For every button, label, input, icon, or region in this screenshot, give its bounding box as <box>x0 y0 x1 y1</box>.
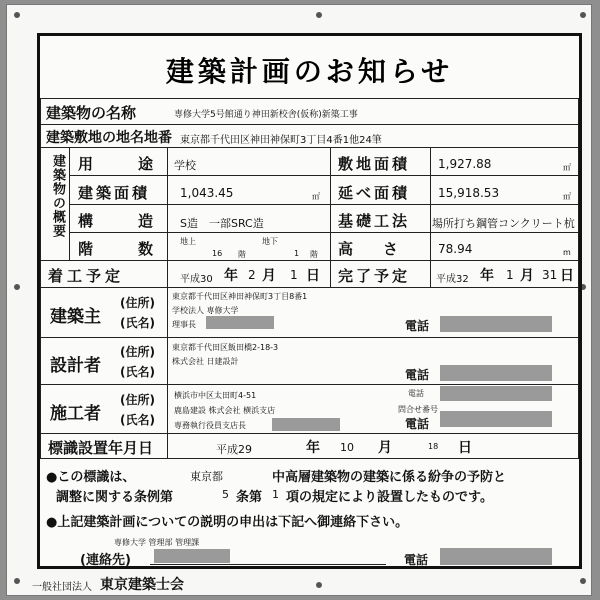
grid-line <box>167 287 168 338</box>
grid-line <box>330 147 331 261</box>
site-area-unit: ㎡ <box>563 163 571 172</box>
start-year-unit: 年 <box>224 268 238 284</box>
finish-day: 31 <box>542 268 558 282</box>
builder-label: 施工者 <box>50 404 101 424</box>
start-month: 2 <box>248 268 256 282</box>
screw-icon <box>316 12 322 18</box>
structure-label: 構 造 <box>78 212 154 230</box>
owner-phone-redaction <box>440 316 552 332</box>
finish-month-unit: 月 <box>520 268 534 284</box>
floors-above-unit: 階 <box>238 250 246 259</box>
contact-org: 専修大学 管理部 管理課 <box>114 538 200 547</box>
grid-line <box>167 337 168 385</box>
designer-phone-redaction <box>440 365 552 381</box>
foundation-label: 基礎工法 <box>338 212 411 230</box>
sign-date-era: 平成29 <box>216 443 252 456</box>
structure-value: S造 一部SRC造 <box>180 217 264 230</box>
finish-month: 1 <box>506 268 514 282</box>
owner-label: 建築主 <box>50 307 101 327</box>
owner-name-label: (氏名) <box>120 316 155 330</box>
floors-above-value: 16 <box>212 249 223 258</box>
sign-date-month: 10 <box>340 441 354 454</box>
owner-address: 東京都千代田区神田神保町3丁目8番1 <box>172 292 308 301</box>
site-area-value: 1,927.88 <box>438 157 492 171</box>
builder-phone-redaction <box>440 386 552 401</box>
floors-below-label: 地下 <box>262 237 278 246</box>
builder-phone2-redaction <box>440 411 552 427</box>
owner-addr-label: (住所) <box>120 296 155 310</box>
grid-line <box>167 260 168 288</box>
designer-addr-label: (住所) <box>120 345 155 359</box>
start-day: 1 <box>290 268 298 282</box>
grid-line <box>167 433 168 459</box>
contact-phone-label: 電話 <box>404 553 429 567</box>
notice-board <box>6 4 592 596</box>
use-label: 用 途 <box>78 155 154 173</box>
grid-line <box>69 232 579 233</box>
start-label: 着工予定 <box>48 267 125 285</box>
notice1-pref: 東京都 <box>190 470 223 483</box>
screw-icon <box>316 582 322 588</box>
finish-label: 完了予定 <box>338 267 411 285</box>
notice1-article: 5 <box>222 488 229 501</box>
owner-org: 学校法人 専修大学 <box>172 306 239 315</box>
building-area-label: 建築面積 <box>78 184 151 202</box>
contact-phone-redaction <box>440 548 552 565</box>
notice1-line2c: 項の規定により設置したものです。 <box>286 490 493 505</box>
notice2: ●上記建築計画についての説明の申出は下記へ御連絡下さい。 <box>46 515 409 530</box>
grid-line <box>430 147 431 261</box>
screw-icon <box>14 12 20 18</box>
site-address-value: 東京都千代田区神田神保町3丁目4番1他24筆 <box>180 135 382 146</box>
start-era: 平成30 <box>180 274 213 285</box>
floors-label: 階 数 <box>78 240 154 258</box>
builder-inquiry-label: 問合せ番号 <box>398 405 438 414</box>
floors-above-label: 地上 <box>180 237 196 246</box>
designer-phone-label: 電話 <box>405 368 430 382</box>
foundation-value: 場所打ち鋼管コンクリート杭 <box>432 217 575 230</box>
designer-name-label: (氏名) <box>120 365 155 379</box>
finish-day-unit: 日 <box>560 268 574 284</box>
building-name-label: 建築物の名称 <box>46 104 137 122</box>
notice1-line2a: 調整に関する条例第 <box>56 490 174 505</box>
sign-date-label: 標識設置年月日 <box>48 439 154 457</box>
sign-date-day: 18 <box>428 442 439 451</box>
builder-org: 鹿島建設 株式会社 横浜支店 <box>174 406 276 415</box>
sign-date-day-unit: 日 <box>458 440 472 456</box>
floor-area-unit: ㎡ <box>563 192 571 201</box>
footer-small: 一般社団法人 <box>32 582 92 593</box>
screw-icon <box>580 578 586 584</box>
contact-name-redaction <box>154 549 230 563</box>
grid-line <box>330 260 331 288</box>
designer-address: 東京都千代田区飯田橋2-18-3 <box>172 343 279 352</box>
footer-big: 東京建築士会 <box>100 577 184 593</box>
builder-person: 専務執行役員支店長 <box>174 421 246 430</box>
building-area-unit: ㎡ <box>312 192 320 201</box>
overview-label: 建築物の概要 <box>50 154 65 238</box>
notice1-line2b: 条第 <box>236 490 263 505</box>
building-name-value: 専修大学5号館通り神田新校舎(仮称)新築工事 <box>174 110 358 120</box>
grid-line <box>430 260 431 288</box>
sign-date-year-unit: 年 <box>306 440 320 456</box>
builder-name-label: (氏名) <box>120 413 155 427</box>
floors-below-unit: 階 <box>310 250 318 259</box>
grid-line <box>167 384 168 434</box>
floor-area-label: 延べ面積 <box>338 184 411 202</box>
use-value: 学校 <box>174 159 196 172</box>
builder-addr-label: (住所) <box>120 393 155 407</box>
builder-name-redaction <box>272 418 340 431</box>
site-area-label: 敷地面積 <box>338 155 411 173</box>
builder-phone-label: 電話 <box>408 389 424 398</box>
floors-below-value: 1 <box>294 249 300 258</box>
finish-year-unit: 年 <box>480 268 494 284</box>
start-month-unit: 月 <box>262 268 276 284</box>
notice1-prefix: ●この標識は、 <box>46 470 136 485</box>
designer-label: 設計者 <box>50 356 101 376</box>
screw-icon <box>14 578 20 584</box>
site-address-label: 建築敷地の地名地番 <box>46 130 172 146</box>
notice1-middle: 中高層建築物の建築に係る紛争の予防と <box>272 470 507 485</box>
height-value: 78.94 <box>438 242 473 256</box>
contact-underline <box>150 564 386 565</box>
owner-phone-label: 電話 <box>405 319 430 333</box>
building-area-value: 1,043.45 <box>180 186 234 200</box>
height-unit: m <box>563 248 571 257</box>
grid-line <box>69 175 579 176</box>
screw-icon <box>580 12 586 18</box>
finish-era: 平成32 <box>436 274 469 285</box>
owner-name-redaction <box>206 316 274 329</box>
notice-frame <box>37 33 582 569</box>
notice1-paragraph: 1 <box>272 488 279 501</box>
builder-phone-label2: 電話 <box>405 417 430 431</box>
notice-title: 建築計画のお知らせ <box>165 55 454 88</box>
owner-person: 理事長 <box>172 320 196 329</box>
builder-address: 横浜市中区太田町4-51 <box>174 391 257 400</box>
floor-area-value: 15,918.53 <box>438 186 500 200</box>
contact-label: (連絡先) <box>80 553 131 568</box>
start-day-unit: 日 <box>306 268 320 284</box>
height-label: 高 さ <box>338 240 399 258</box>
grid-line <box>69 204 579 205</box>
sign-date-month-unit: 月 <box>378 440 392 456</box>
designer-org: 株式会社 日建設計 <box>172 357 239 366</box>
grid-line <box>167 147 168 261</box>
screw-icon <box>14 284 20 290</box>
